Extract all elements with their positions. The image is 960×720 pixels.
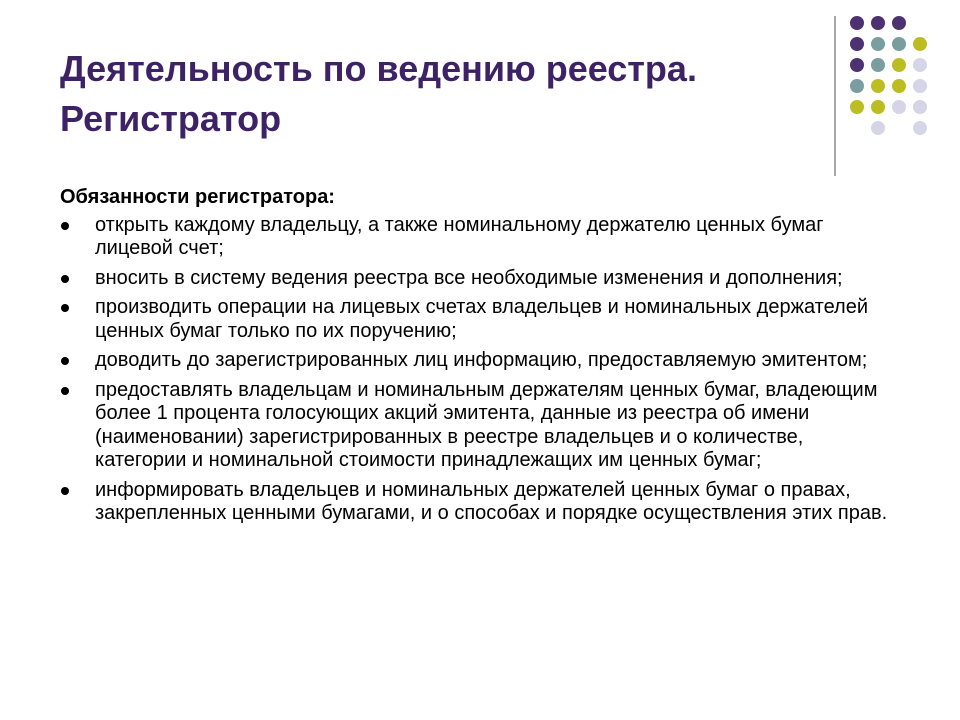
list-item: [60, 267, 900, 291]
list-item: [60, 379, 900, 473]
decorative-dot: [892, 100, 906, 114]
decorative-dot: [871, 37, 885, 51]
decorative-dot: [850, 58, 864, 72]
title-line-2: Регистратор: [60, 98, 282, 139]
decorative-dot: [913, 37, 927, 51]
duties-heading: Обязанности регистратора:: [60, 186, 335, 208]
decorative-dot: [871, 16, 885, 30]
decorative-dot: [871, 121, 885, 135]
decorative-dot: [871, 79, 885, 93]
bullet-icon: [61, 222, 69, 230]
decorative-dot: [871, 100, 885, 114]
list-item-text: доводить до зарегистрированных лиц информацию, предоставляемую эмитентом;: [95, 349, 868, 371]
title-line-1: Деятельность по ведению реестра.: [60, 48, 697, 89]
decorative-dot-grid: [850, 16, 940, 156]
decorative-dot: [871, 58, 885, 72]
bullet-icon: [61, 275, 69, 283]
decorative-dot: [850, 100, 864, 114]
list-item: [60, 214, 900, 261]
decorative-dot: [913, 58, 927, 72]
slide-title: [60, 44, 820, 144]
list-item: [60, 349, 900, 373]
decorative-dot: [892, 16, 906, 30]
bullet-icon: [61, 357, 69, 365]
decorative-dot: [892, 37, 906, 51]
list-item: [60, 296, 900, 343]
vertical-divider: [834, 16, 836, 176]
bullet-icon: [61, 487, 69, 495]
decorative-dot: [892, 79, 906, 93]
list-item-text: производить операции на лицевых счетах владельцев и номинальных держателей ценных бумаг только по их поручению;: [95, 296, 869, 342]
bullet-icon: [61, 387, 69, 395]
decorative-dot: [850, 79, 864, 93]
list-item-text: вносить в систему ведения реестра все необходимые изменения и дополнения;: [95, 266, 843, 289]
duties-list: [60, 214, 900, 526]
bullet-icon: [61, 304, 69, 312]
list-item-text: открыть каждому владельцу, а также номинальному держателю ценных бумаг лицевой счет;: [95, 213, 824, 259]
decorative-dot: [913, 100, 927, 114]
decorative-dot: [913, 121, 927, 135]
list-item: [60, 479, 900, 526]
decorative-dot: [913, 79, 927, 93]
decorative-dot: [850, 37, 864, 51]
list-item-text: предоставлять владельцам и номинальным держателям ценных бумаг, владеющим более 1 процента голосующих акций эмитента, данные из реестра об имени (наименовании) зарегистрированных в реестре владельцев и о количестве, категории и номинальной стоимости принадлежащих им ценных бумаг;: [95, 378, 878, 471]
slide-body: [60, 186, 900, 532]
decorative-dot: [892, 58, 906, 72]
decorative-dot: [850, 16, 864, 30]
list-item-text: информировать владельцев и номинальных держателей ценных бумаг о правах, закрепленных ценными бумагами, и о способах и порядке осуществления этих прав.: [95, 478, 888, 524]
